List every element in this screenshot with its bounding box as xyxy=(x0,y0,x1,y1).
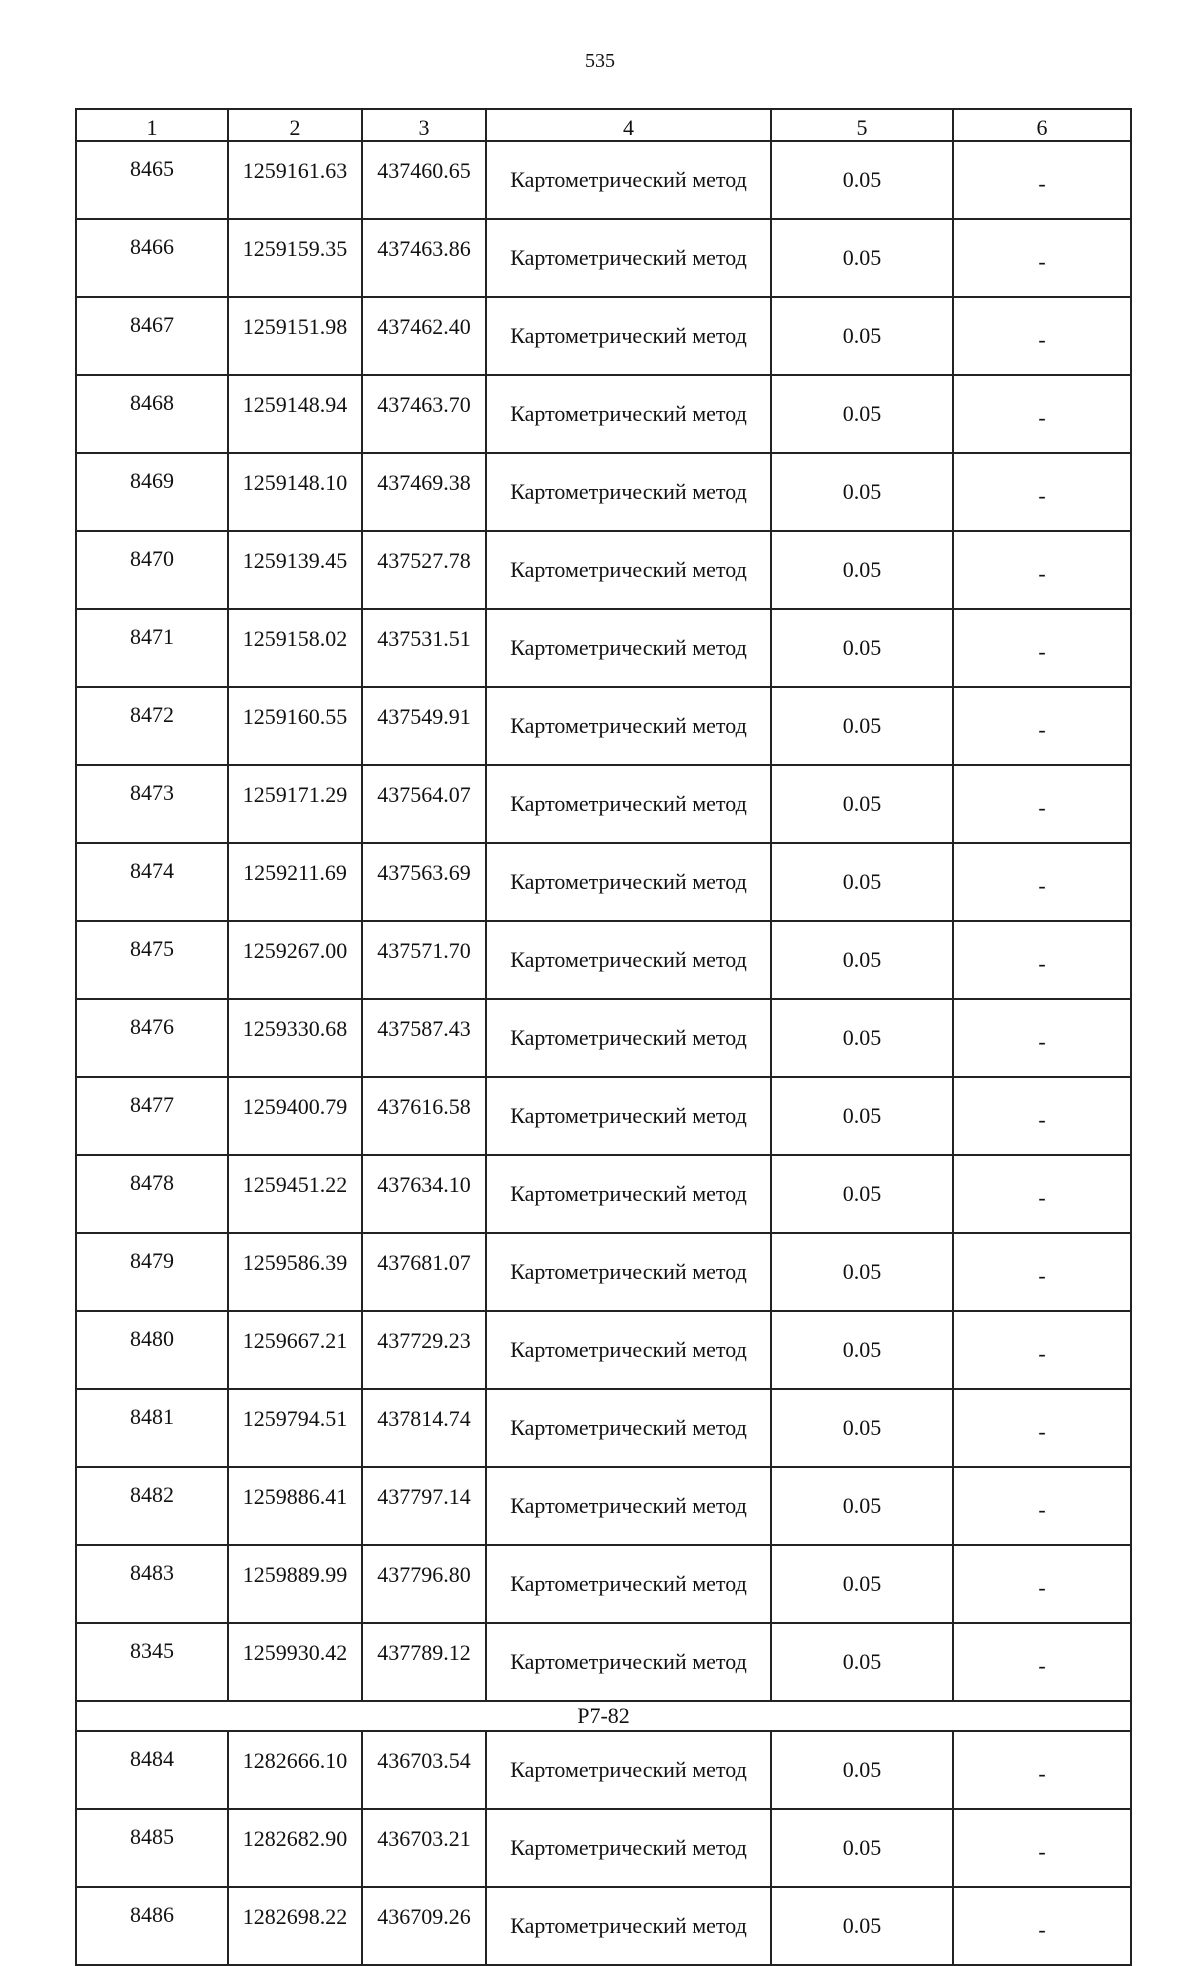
accuracy-cell: 0.05 xyxy=(771,765,953,843)
accuracy-cell: 0.05 xyxy=(771,297,953,375)
method-cell: Картометрический метод xyxy=(486,609,771,687)
accuracy-cell: 0.05 xyxy=(771,1731,953,1809)
point-number-cell: 8475 xyxy=(76,921,228,999)
coord-y-cell: 437789.12 xyxy=(362,1623,486,1701)
coord-y-cell: 437564.07 xyxy=(362,765,486,843)
accuracy-cell: 0.05 xyxy=(771,843,953,921)
coord-x-cell: 1282666.10 xyxy=(228,1731,362,1809)
header-col-1: 1 xyxy=(76,109,228,141)
table-row xyxy=(76,687,1131,765)
coord-y-cell: 437527.78 xyxy=(362,531,486,609)
header-col-5: 5 xyxy=(771,109,953,141)
method-cell: Картометрический метод xyxy=(486,1623,771,1701)
coord-y-cell: 437549.91 xyxy=(362,687,486,765)
note-cell: - xyxy=(953,687,1131,765)
accuracy-cell: 0.05 xyxy=(771,375,953,453)
table-row xyxy=(76,1155,1131,1233)
method-cell: Картометрический метод xyxy=(486,531,771,609)
accuracy-cell: 0.05 xyxy=(771,1809,953,1887)
method-cell: Картометрический метод xyxy=(486,999,771,1077)
table-row xyxy=(76,921,1131,999)
accuracy-cell: 0.05 xyxy=(771,219,953,297)
point-number-cell: 8482 xyxy=(76,1467,228,1545)
coord-y-cell: 437463.86 xyxy=(362,219,486,297)
accuracy-cell: 0.05 xyxy=(771,1467,953,1545)
point-number-cell: 8486 xyxy=(76,1887,228,1965)
note-cell: - xyxy=(953,1809,1131,1887)
accuracy-cell: 0.05 xyxy=(771,1887,953,1965)
note-cell: - xyxy=(953,219,1131,297)
note-cell: - xyxy=(953,1389,1131,1467)
coord-y-cell: 437797.14 xyxy=(362,1467,486,1545)
coord-y-cell: 437681.07 xyxy=(362,1233,486,1311)
point-number-cell: 8469 xyxy=(76,453,228,531)
point-number-cell: 8474 xyxy=(76,843,228,921)
coord-x-cell: 1259139.45 xyxy=(228,531,362,609)
note-cell: - xyxy=(953,921,1131,999)
table-row xyxy=(76,1467,1131,1545)
table-row xyxy=(76,1887,1131,1965)
table-row xyxy=(76,609,1131,687)
accuracy-cell: 0.05 xyxy=(771,999,953,1077)
accuracy-cell: 0.05 xyxy=(771,1233,953,1311)
page-number: 535 xyxy=(585,50,615,72)
note-cell: - xyxy=(953,1887,1131,1965)
table-row xyxy=(76,141,1131,219)
method-cell: Картометрический метод xyxy=(486,1311,771,1389)
coord-y-cell: 436703.21 xyxy=(362,1809,486,1887)
accuracy-cell: 0.05 xyxy=(771,687,953,765)
coord-x-cell: 1259160.55 xyxy=(228,687,362,765)
coord-x-cell: 1259586.39 xyxy=(228,1233,362,1311)
coordinates-table xyxy=(75,108,1132,1966)
coord-y-cell: 437634.10 xyxy=(362,1155,486,1233)
note-cell: - xyxy=(953,453,1131,531)
coord-x-cell: 1259267.00 xyxy=(228,921,362,999)
coord-y-cell: 437462.40 xyxy=(362,297,486,375)
coord-y-cell: 437616.58 xyxy=(362,1077,486,1155)
header-col-2: 2 xyxy=(228,109,362,141)
coord-x-cell: 1259148.10 xyxy=(228,453,362,531)
table-row xyxy=(76,219,1131,297)
accuracy-cell: 0.05 xyxy=(771,531,953,609)
coord-y-cell: 437729.23 xyxy=(362,1311,486,1389)
section-row xyxy=(76,1701,1131,1731)
coord-x-cell: 1259930.42 xyxy=(228,1623,362,1701)
method-cell: Картометрический метод xyxy=(486,297,771,375)
note-cell: - xyxy=(953,1155,1131,1233)
method-cell: Картометрический метод xyxy=(486,765,771,843)
method-cell: Картометрический метод xyxy=(486,1887,771,1965)
coord-y-cell: 437796.80 xyxy=(362,1545,486,1623)
note-cell: - xyxy=(953,297,1131,375)
coord-y-cell: 437814.74 xyxy=(362,1389,486,1467)
accuracy-cell: 0.05 xyxy=(771,921,953,999)
coord-x-cell: 1259158.02 xyxy=(228,609,362,687)
point-number-cell: 8476 xyxy=(76,999,228,1077)
table-row xyxy=(76,453,1131,531)
note-cell: - xyxy=(953,1623,1131,1701)
coord-x-cell: 1259171.29 xyxy=(228,765,362,843)
method-cell: Картометрический метод xyxy=(486,219,771,297)
table-row xyxy=(76,765,1131,843)
point-number-cell: 8465 xyxy=(76,141,228,219)
header-col-4: 4 xyxy=(486,109,771,141)
coord-x-cell: 1259886.41 xyxy=(228,1467,362,1545)
coord-x-cell: 1259400.79 xyxy=(228,1077,362,1155)
point-number-cell: 8483 xyxy=(76,1545,228,1623)
coord-y-cell: 437463.70 xyxy=(362,375,486,453)
table-row xyxy=(76,1623,1131,1701)
coord-y-cell: 436703.54 xyxy=(362,1731,486,1809)
method-cell: Картометрический метод xyxy=(486,1389,771,1467)
point-number-cell: 8481 xyxy=(76,1389,228,1467)
point-number-cell: 8480 xyxy=(76,1311,228,1389)
table-row xyxy=(76,1809,1131,1887)
note-cell: - xyxy=(953,1545,1131,1623)
note-cell: - xyxy=(953,609,1131,687)
note-cell: - xyxy=(953,1077,1131,1155)
coord-x-cell: 1259148.94 xyxy=(228,375,362,453)
coord-y-cell: 436709.26 xyxy=(362,1887,486,1965)
table-row xyxy=(76,1389,1131,1467)
coord-x-cell: 1259889.99 xyxy=(228,1545,362,1623)
note-cell: - xyxy=(953,1311,1131,1389)
coord-x-cell: 1259211.69 xyxy=(228,843,362,921)
method-cell: Картометрический метод xyxy=(486,1155,771,1233)
point-number-cell: 8345 xyxy=(76,1623,228,1701)
coord-y-cell: 437531.51 xyxy=(362,609,486,687)
point-number-cell: 8467 xyxy=(76,297,228,375)
point-number-cell: 8477 xyxy=(76,1077,228,1155)
accuracy-cell: 0.05 xyxy=(771,1389,953,1467)
point-number-cell: 8484 xyxy=(76,1731,228,1809)
point-number-cell: 8479 xyxy=(76,1233,228,1311)
accuracy-cell: 0.05 xyxy=(771,1311,953,1389)
point-number-cell: 8471 xyxy=(76,609,228,687)
note-cell: - xyxy=(953,375,1131,453)
coord-y-cell: 437563.69 xyxy=(362,843,486,921)
header-col-3: 3 xyxy=(362,109,486,141)
method-cell: Картометрический метод xyxy=(486,687,771,765)
accuracy-cell: 0.05 xyxy=(771,1077,953,1155)
coord-x-cell: 1259151.98 xyxy=(228,297,362,375)
note-cell: - xyxy=(953,1233,1131,1311)
method-cell: Картометрический метод xyxy=(486,1233,771,1311)
point-number-cell: 8485 xyxy=(76,1809,228,1887)
accuracy-cell: 0.05 xyxy=(771,1155,953,1233)
accuracy-cell: 0.05 xyxy=(771,453,953,531)
coord-y-cell: 437469.38 xyxy=(362,453,486,531)
note-cell: - xyxy=(953,141,1131,219)
coord-x-cell: 1259667.21 xyxy=(228,1311,362,1389)
note-cell: - xyxy=(953,1731,1131,1809)
accuracy-cell: 0.05 xyxy=(771,609,953,687)
method-cell: Картометрический метод xyxy=(486,843,771,921)
coord-x-cell: 1282682.90 xyxy=(228,1809,362,1887)
method-cell: Картометрический метод xyxy=(486,1467,771,1545)
coord-x-cell: 1259161.63 xyxy=(228,141,362,219)
table-row xyxy=(76,297,1131,375)
point-number-cell: 8470 xyxy=(76,531,228,609)
coord-y-cell: 437587.43 xyxy=(362,999,486,1077)
method-cell: Картометрический метод xyxy=(486,1809,771,1887)
point-number-cell: 8466 xyxy=(76,219,228,297)
coord-x-cell: 1259794.51 xyxy=(228,1389,362,1467)
coord-x-cell: 1282698.22 xyxy=(228,1887,362,1965)
note-cell: - xyxy=(953,1467,1131,1545)
header-col-6: 6 xyxy=(953,109,1131,141)
method-cell: Картометрический метод xyxy=(486,1077,771,1155)
accuracy-cell: 0.05 xyxy=(771,141,953,219)
method-cell: Картометрический метод xyxy=(486,375,771,453)
accuracy-cell: 0.05 xyxy=(771,1545,953,1623)
coord-x-cell: 1259451.22 xyxy=(228,1155,362,1233)
table-row xyxy=(76,375,1131,453)
table-row xyxy=(76,531,1131,609)
point-number-cell: 8473 xyxy=(76,765,228,843)
table-row xyxy=(76,1731,1131,1809)
coord-y-cell: 437571.70 xyxy=(362,921,486,999)
note-cell: - xyxy=(953,531,1131,609)
coord-y-cell: 437460.65 xyxy=(362,141,486,219)
table-row xyxy=(76,843,1131,921)
table-row xyxy=(76,1233,1131,1311)
table-row xyxy=(76,1077,1131,1155)
table-row xyxy=(76,1311,1131,1389)
table-row xyxy=(76,999,1131,1077)
method-cell: Картометрический метод xyxy=(486,141,771,219)
point-number-cell: 8472 xyxy=(76,687,228,765)
method-cell: Картометрический метод xyxy=(486,453,771,531)
section-label: Р7-82 xyxy=(76,1701,1131,1731)
point-number-cell: 8468 xyxy=(76,375,228,453)
accuracy-cell: 0.05 xyxy=(771,1623,953,1701)
coord-x-cell: 1259330.68 xyxy=(228,999,362,1077)
method-cell: Картометрический метод xyxy=(486,1731,771,1809)
table-row xyxy=(76,1545,1131,1623)
table-header-row xyxy=(76,109,1131,141)
note-cell: - xyxy=(953,999,1131,1077)
note-cell: - xyxy=(953,843,1131,921)
note-cell: - xyxy=(953,765,1131,843)
point-number-cell: 8478 xyxy=(76,1155,228,1233)
coord-x-cell: 1259159.35 xyxy=(228,219,362,297)
method-cell: Картометрический метод xyxy=(486,921,771,999)
method-cell: Картометрический метод xyxy=(486,1545,771,1623)
